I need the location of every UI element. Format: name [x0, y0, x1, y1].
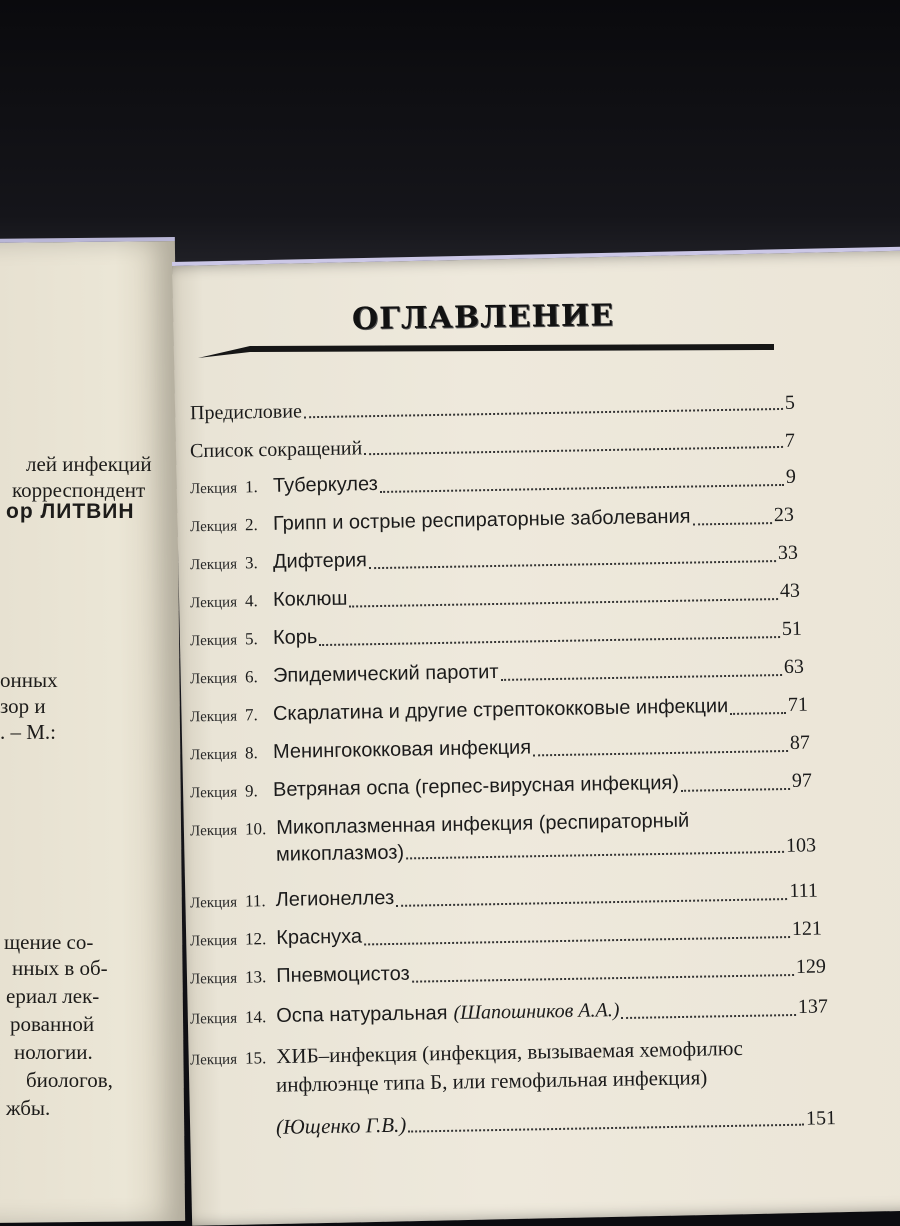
lecture-number: 8. [244, 743, 258, 763]
toc-page-number: 33 [777, 541, 799, 565]
toc-row [190, 731, 810, 768]
lecture-number: 12. [244, 929, 267, 949]
lecture-prefix: Лекция [189, 594, 238, 612]
toc-entry-title: Корь [272, 626, 318, 649]
toc-title: ОГЛАВЛЕНИЕ [351, 298, 615, 337]
left-text-line: корреспондент [12, 478, 146, 502]
toc-row [190, 429, 795, 464]
leader-dots [364, 930, 790, 945]
toc-entry-title: Ветряная оспа (герпес-вирусная инфекция) [272, 771, 680, 801]
left-text-line: лей инфекций [26, 452, 152, 476]
lecture-number: 7. [244, 705, 258, 725]
toc-page-number: 43 [779, 579, 801, 603]
left-text-line: жбы. [6, 1096, 51, 1120]
lecture-number: 3. [244, 553, 258, 573]
lecture-prefix: Лекция [189, 970, 238, 988]
left-text-line: биологов, [26, 1068, 113, 1092]
lecture-number: 6. [244, 667, 258, 687]
lecture-number: 15. [244, 1048, 267, 1068]
toc-row [190, 769, 812, 806]
leader-dots [406, 845, 784, 860]
toc-page-number: 5 [784, 391, 796, 414]
toc-entry-author: (Ющенко Г.В.) [275, 1112, 407, 1139]
toc-entry-title: ХИБ–инфекция (инфекция, вызываемая хемофилюс [276, 1035, 744, 1069]
toc-row [190, 994, 828, 1031]
lecture-number: 10. [244, 819, 267, 839]
toc-page-number: 23 [773, 503, 795, 527]
toc-page-number: 103 [785, 834, 817, 857]
toc-entry-title: Оспа натуральная [276, 1002, 448, 1028]
toc-row [190, 879, 818, 916]
lecture-prefix: Лекция [189, 746, 238, 764]
lecture-prefix: Лекция [189, 1010, 238, 1028]
toc-entry-title: Пневмоцистоз [276, 962, 410, 988]
lecture-number: 13. [244, 967, 267, 987]
toc-entry-title-continuation: микоплазмоз) [275, 841, 405, 866]
leader-dots [396, 892, 787, 907]
lecture-number: 1. [244, 477, 258, 497]
leader-dots [319, 630, 780, 646]
toc-entry-title: Грипп и острые респираторные заболевания [272, 505, 691, 535]
left-text-line: щение со- [4, 930, 94, 954]
leader-dots [369, 554, 776, 569]
lecture-prefix: Лекция [189, 708, 238, 726]
left-text-line: онных [0, 668, 58, 692]
toc-row [190, 655, 804, 692]
toc-entry-title: Дифтерия [272, 549, 368, 573]
toc-row [190, 693, 808, 730]
lecture-prefix: Лекция [189, 556, 238, 574]
toc-page-number: 151 [805, 1107, 837, 1130]
toc-row [190, 541, 798, 578]
leader-dots [304, 402, 783, 418]
toc-row [190, 391, 795, 426]
toc-row [190, 617, 802, 654]
toc-entry-title: Скарлатина и другие стрептококковые инфекции [272, 695, 729, 725]
lecture-prefix: Лекция [189, 1051, 238, 1069]
lecture-prefix: Лекция [189, 822, 238, 840]
left-text-line: зор и [0, 694, 46, 718]
toc-entry-title: Предисловие [189, 400, 303, 425]
lecture-number: 9. [244, 781, 258, 801]
leader-dots [349, 592, 778, 607]
toc-row [190, 954, 826, 991]
lecture-prefix: Лекция [189, 784, 238, 802]
toc-row [190, 916, 822, 953]
left-text-line: нологии. [14, 1040, 93, 1064]
leader-dots [621, 1008, 796, 1019]
leader-dots [380, 478, 784, 493]
lecture-prefix: Лекция [189, 932, 238, 950]
leader-dots [681, 782, 790, 792]
leader-dots [533, 744, 788, 756]
leader-dots [501, 668, 783, 681]
toc-entry-title: Менингококковая инфекция [272, 736, 532, 763]
lecture-number: 4. [244, 591, 258, 611]
lecture-prefix: Лекция [189, 894, 238, 912]
toc-page-number: 111 [789, 879, 819, 903]
toc-entry-title: Список сокращений [189, 437, 363, 463]
lecture-number: 14. [244, 1007, 267, 1027]
left-text-line: ор ЛИТВИН [6, 500, 135, 523]
leader-dots [408, 1118, 804, 1133]
lecture-number: 5. [244, 629, 258, 649]
left-text-line: ериал лек- [6, 984, 100, 1008]
toc-row-continuation [276, 1105, 836, 1140]
toc-page-number: 97 [791, 769, 813, 792]
toc-entry-title: Легионеллез [275, 886, 395, 911]
leader-dots [730, 706, 786, 715]
lecture-prefix: Лекция [189, 632, 238, 650]
toc-page-number: 137 [797, 995, 829, 1018]
toc-page-number: 71 [787, 693, 809, 716]
toc-row [190, 465, 796, 502]
toc-entry-title-continuation: инфлюэнце типа Б, или гемофильная инфекция) [275, 1065, 708, 1097]
toc-entry-title: Микоплазменная инфекция (респираторный [276, 809, 690, 839]
left-text-line: нных в об- [12, 956, 108, 980]
toc-page-number: 9 [785, 465, 797, 488]
toc-page-number: 87 [789, 731, 811, 754]
lecture-prefix: Лекция [189, 480, 238, 498]
toc-row [190, 503, 794, 540]
toc-entry-title: Эпидемический паротит [272, 660, 499, 687]
toc-page-number: 51 [781, 617, 803, 641]
toc-entry-title: Туберкулез [272, 473, 379, 497]
toc-entry-title: Краснуха [276, 925, 363, 950]
toc-page-number: 63 [783, 655, 805, 678]
lecture-prefix: Лекция [189, 670, 238, 688]
lecture-number: 2. [244, 515, 258, 535]
toc-page-number: 129 [795, 955, 827, 978]
toc-entry-title: Коклюш [272, 587, 348, 611]
leader-dots [364, 440, 783, 455]
leader-dots [693, 516, 773, 525]
toc-row [190, 579, 800, 616]
leader-dots [412, 968, 794, 983]
lecture-prefix: Лекция [189, 518, 238, 536]
left-text-line: рованной [10, 1012, 95, 1036]
toc-page-number: 7 [784, 429, 796, 452]
toc-page-number: 121 [791, 917, 823, 941]
left-text-line: . – М.: [0, 720, 57, 744]
toc-entry-author: (Шапошников А.А.) [453, 999, 620, 1024]
lecture-number: 11. [244, 891, 266, 911]
